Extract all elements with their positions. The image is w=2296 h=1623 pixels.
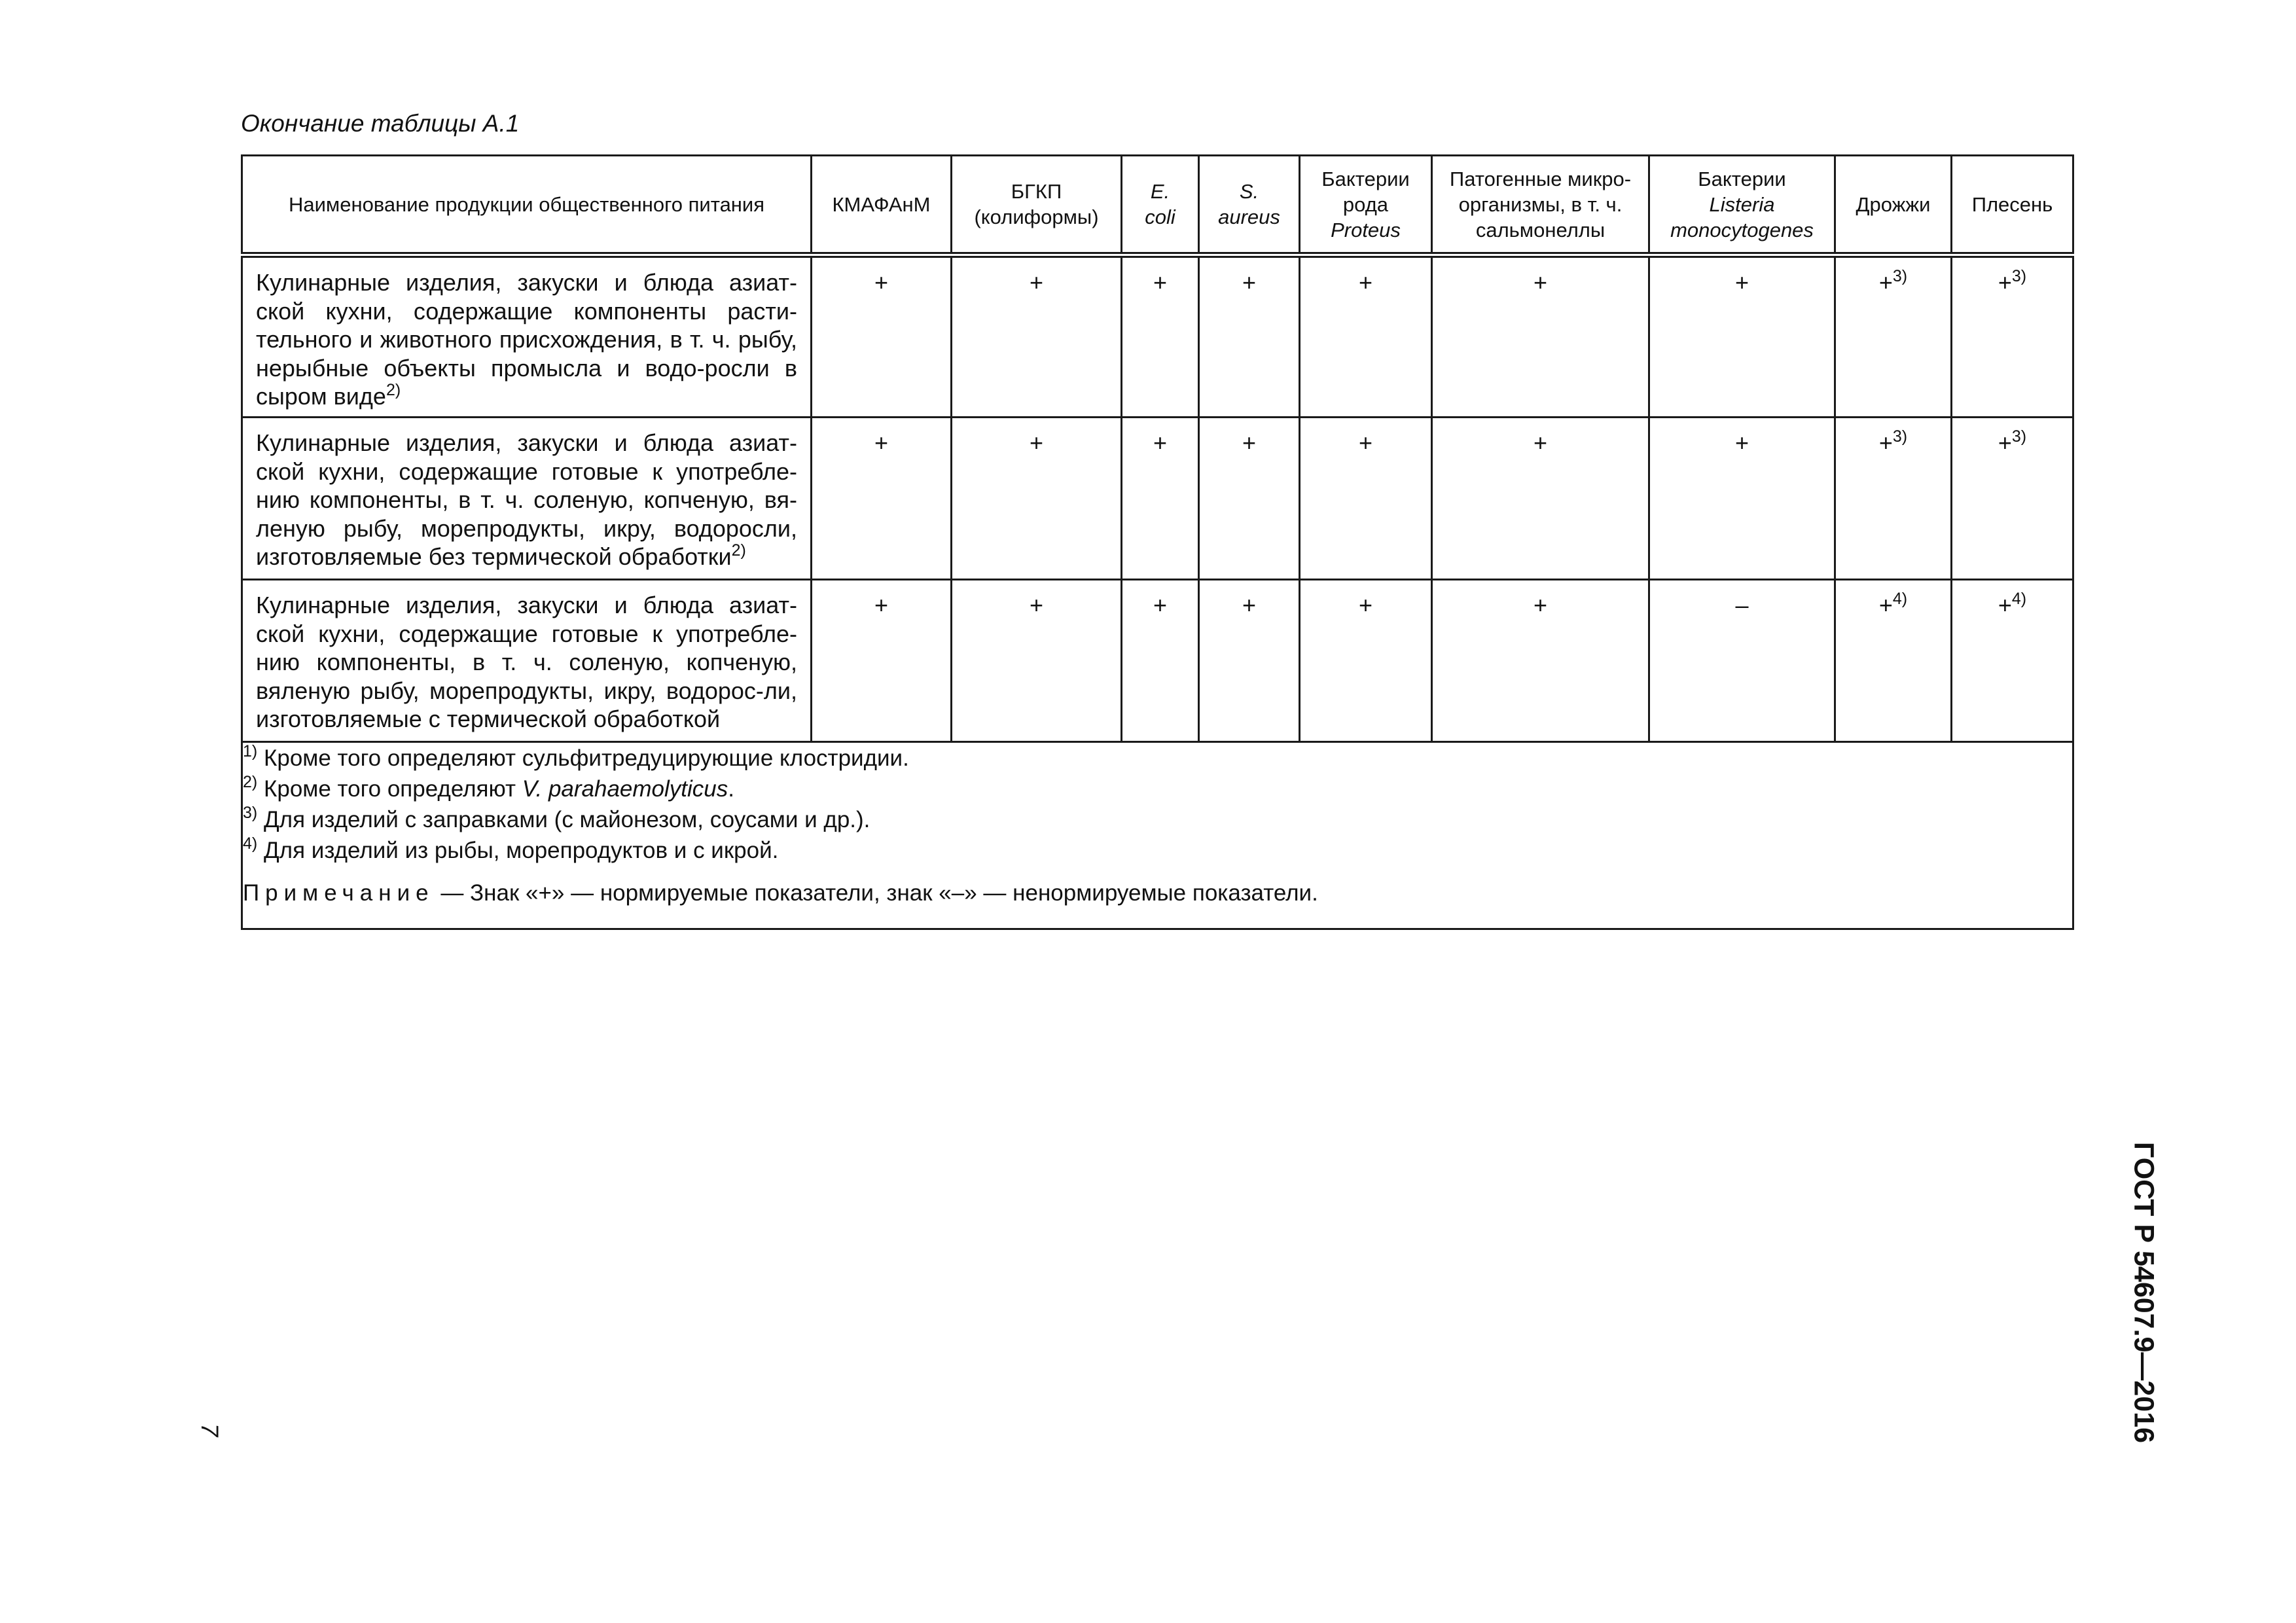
header-mold: Плесень — [1952, 156, 2073, 255]
header-yeast: Дрожжи — [1835, 156, 1952, 255]
cell-saureus: + — [1199, 255, 1300, 418]
document-code: ГОСТ Р 54607.9—2016 — [2128, 1141, 2160, 1444]
header-row — [242, 156, 2073, 255]
cell-yeast: +$^{4)}$ — [1835, 580, 1952, 742]
cell-listeria: + — [1649, 418, 1835, 580]
table-row — [242, 255, 2073, 418]
product-name: Кулинарные изделия, закуски и блюда азиат-ской кухни, содержащие готовые к употребле-нию компоненты, в т. ч. соленую, копченую, вя-леную рыбу, морепродукты, икру, водоросли, изготовляемые без термической обработки$^{2)}$ — [242, 418, 812, 580]
cell-mold: +$^{3)}$ — [1952, 418, 2073, 580]
header-proteus: Бактерии рода Proteus — [1300, 156, 1432, 255]
cell-ecoli: + — [1122, 418, 1199, 580]
header-ecoli: E. coli — [1122, 156, 1199, 255]
cell-ecoli: + — [1122, 255, 1199, 418]
header-bgkp: БГКП (колиформы) — [952, 156, 1122, 255]
cell-bgkp: + — [952, 255, 1122, 418]
cell-kmafanm: + — [812, 418, 952, 580]
footnote: $^{2)}$ Кроме того определяют V. parahaemolyticus. — [243, 773, 734, 802]
footnote: $^{3)}$ Для изделий с заправками (с майонезом, соусами и др.). — [243, 804, 870, 832]
cell-pathogens: + — [1432, 418, 1649, 580]
cell-mold: +$^{3)}$ — [1952, 255, 2073, 418]
page-number: 7 — [196, 1423, 223, 1437]
cell-yeast: +$^{3)}$ — [1835, 418, 1952, 580]
footnotes-row — [242, 742, 2073, 929]
cell-proteus: + — [1300, 580, 1432, 742]
header-kmafanm: КМАФАнМ — [812, 156, 952, 255]
header-saureus: S. aureus — [1199, 156, 1300, 255]
table-row — [242, 580, 2073, 742]
cell-bgkp: + — [952, 580, 1122, 742]
footnotes-cell — [242, 742, 2073, 929]
note-label: Примечание — [243, 880, 435, 906]
table-row — [242, 418, 2073, 580]
cell-kmafanm: + — [812, 580, 952, 742]
header-listeria: Бактерии Listeria monocytogenes — [1649, 156, 1835, 255]
cell-pathogens: + — [1432, 255, 1649, 418]
cell-proteus: + — [1300, 418, 1432, 580]
footnote: $^{1)}$ Кроме того определяют сульфитредуцирующие клостридии. — [243, 742, 909, 771]
cell-proteus: + — [1300, 255, 1432, 418]
cell-yeast: +$^{3)}$ — [1835, 255, 1952, 418]
cell-listeria: + — [1649, 255, 1835, 418]
cell-saureus: + — [1199, 418, 1300, 580]
cell-kmafanm: + — [812, 255, 952, 418]
table-note — [243, 878, 2072, 908]
microbiology-table — [241, 154, 2074, 930]
header-product: Наименование продукции общественного питания — [242, 156, 812, 255]
note-text: — Знак «+» — нормируемые показатели, знак «–» — ненормируемые показатели. — [434, 880, 1318, 906]
cell-ecoli: + — [1122, 580, 1199, 742]
footnote: $^{4)}$ Для изделий из рыбы, морепродуктов и с икрой. — [243, 834, 779, 863]
cell-bgkp: + — [952, 418, 1122, 580]
cell-listeria: – — [1649, 580, 1835, 742]
product-name: Кулинарные изделия, закуски и блюда азиат-ской кухни, содержащие готовые к употребле-нию компоненты, в т. ч. соленую, копченую, вяленую рыбу, морепродукты, икру, водорос-ли, изготовляемые с термической обработкой — [242, 580, 812, 742]
cell-mold: +$^{4)}$ — [1952, 580, 2073, 742]
header-pathogens: Патогенные микро- организмы, в т. ч. сальмонеллы — [1432, 156, 1649, 255]
cell-saureus: + — [1199, 580, 1300, 742]
product-name: Кулинарные изделия, закуски и блюда азиат-ской кухни, содержащие компоненты расти-тельного и животного присхождения, в т. ч. рыбу, нерыбные объекты промысла и водо-росли в сыром виде$^{2)}$ — [242, 255, 812, 418]
table-caption: Окончание таблицы А.1 — [241, 110, 520, 137]
cell-pathogens: + — [1432, 580, 1649, 742]
